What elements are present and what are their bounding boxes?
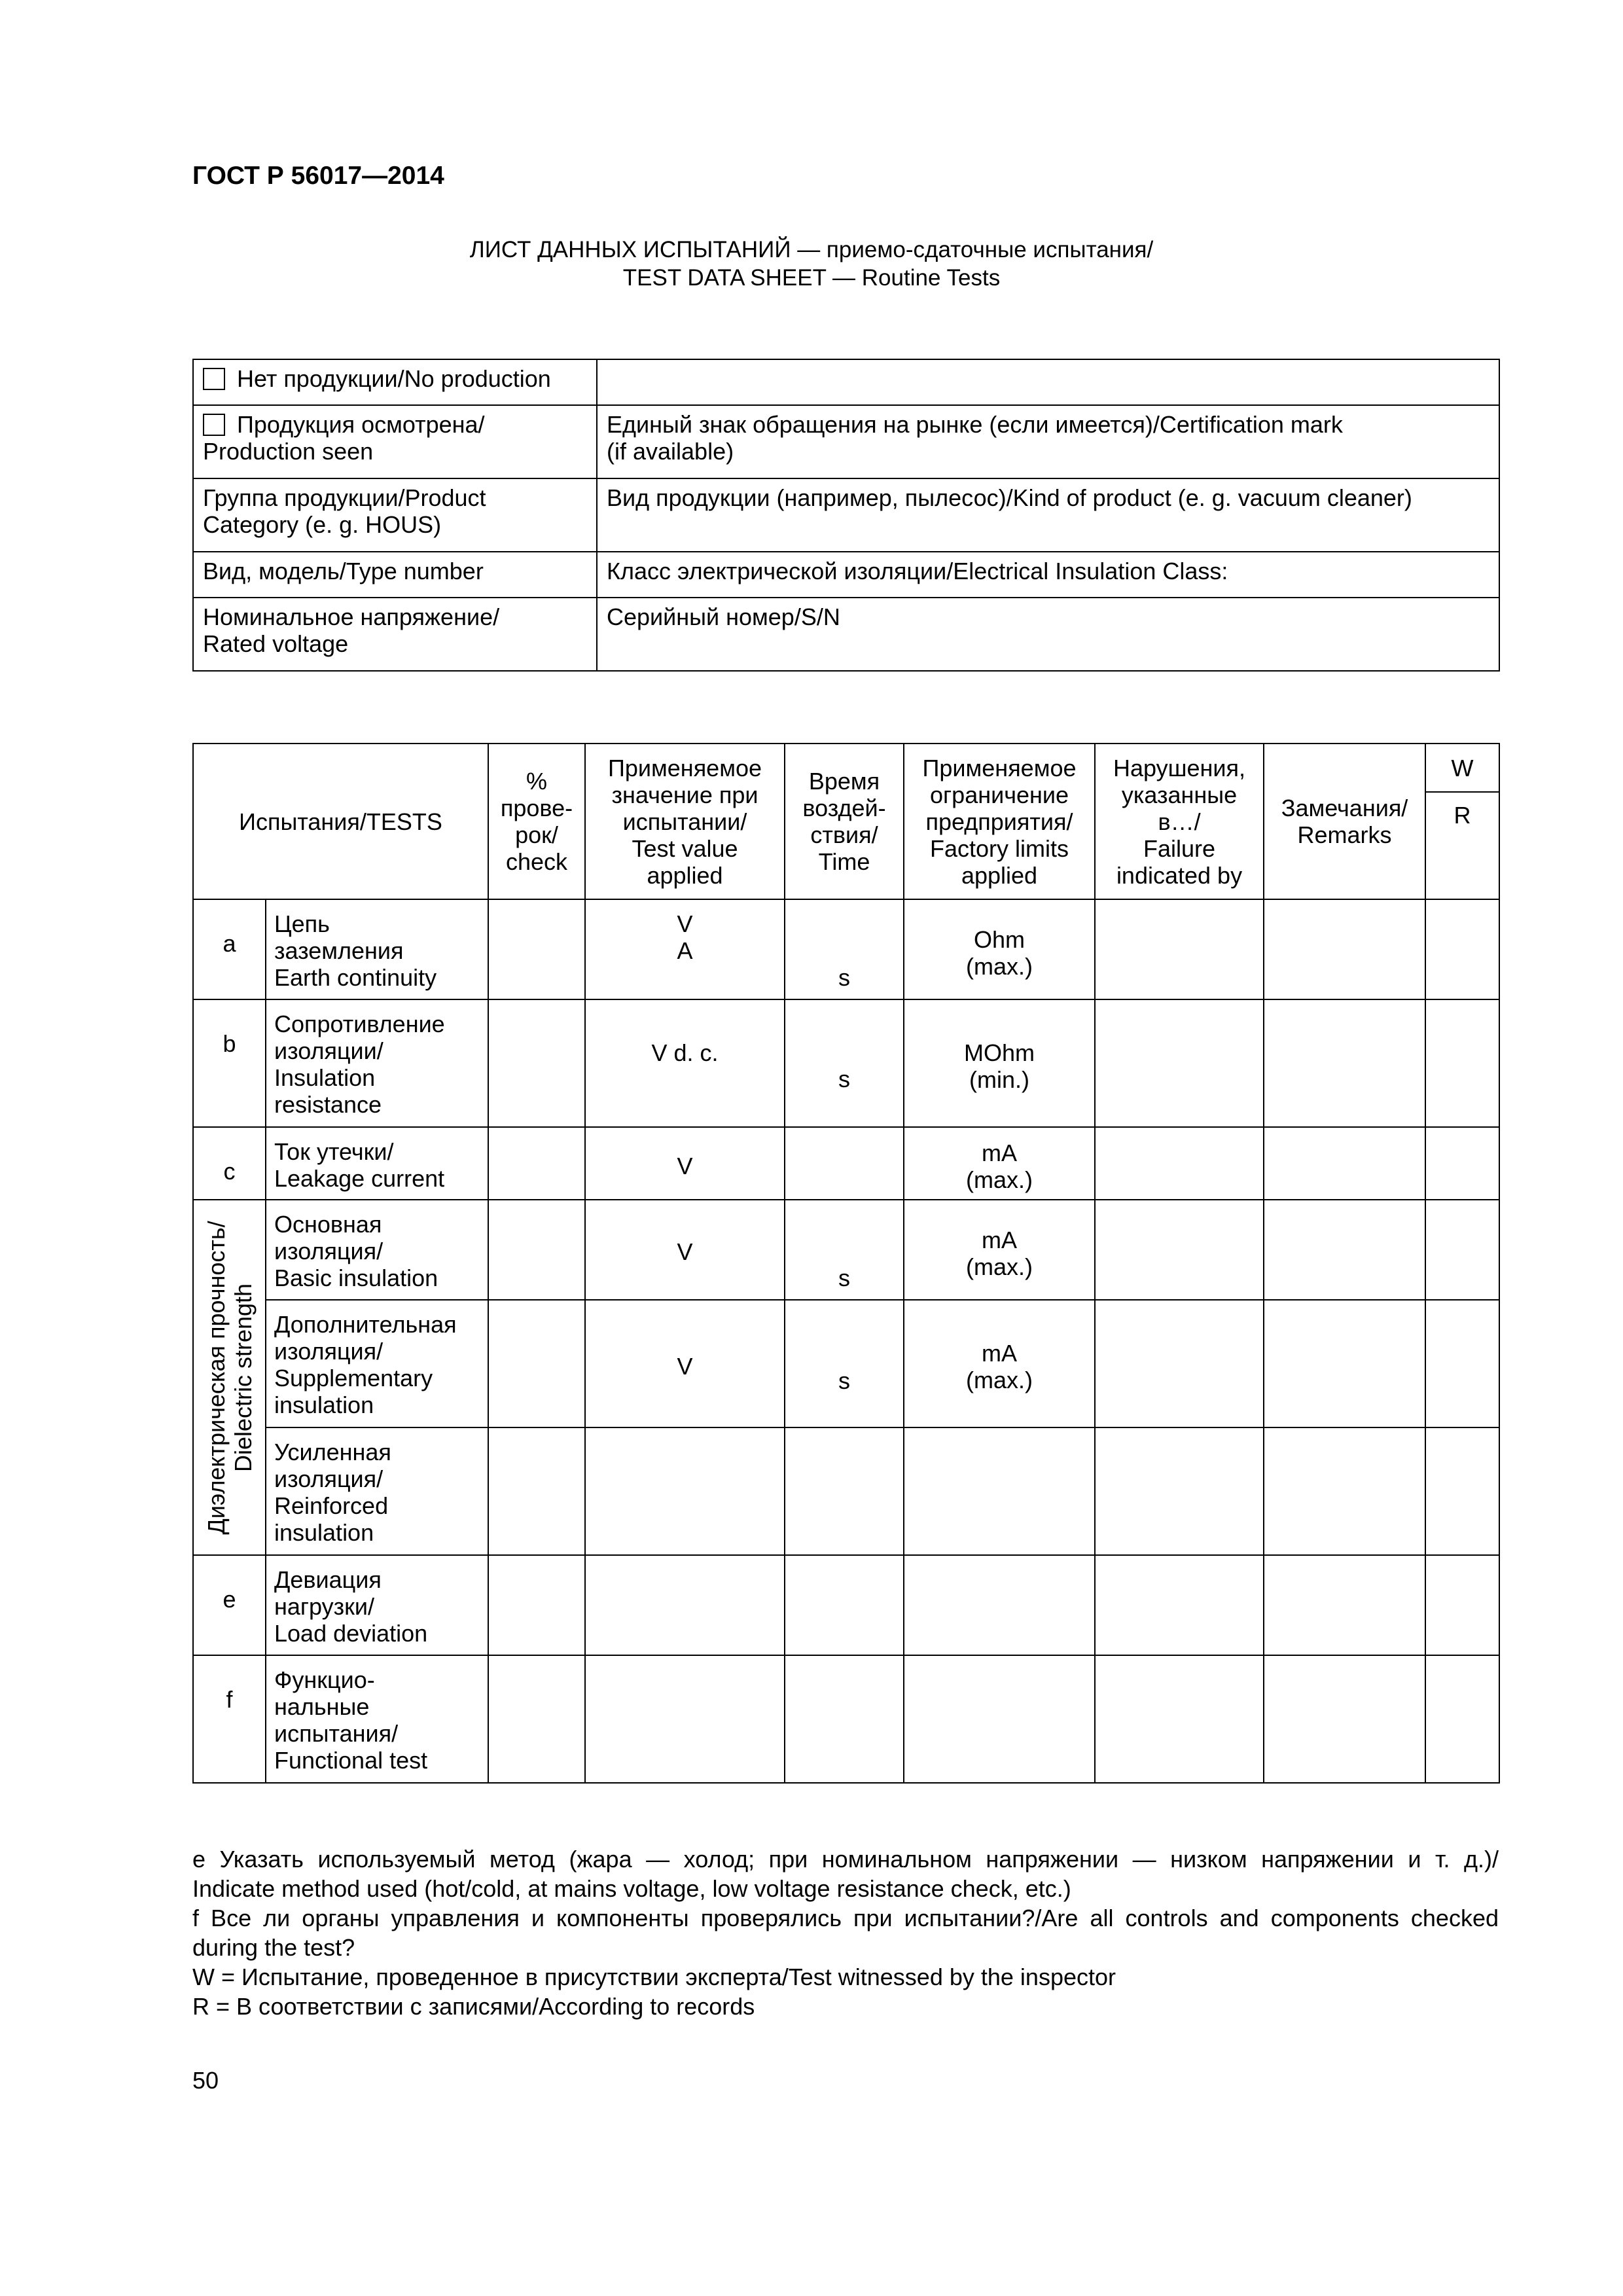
note-r: R = В соответствии с записями/According to records xyxy=(192,1993,755,2020)
sheet-title xyxy=(192,236,1431,292)
info-row-production-seen xyxy=(193,405,1499,478)
table-row xyxy=(193,1127,1499,1200)
failure-cell[interactable] xyxy=(1095,999,1264,1127)
type-number-field[interactable] xyxy=(193,552,597,598)
production-seen-checkbox[interactable] xyxy=(203,414,225,436)
tests-table xyxy=(192,743,1500,1784)
header-failure: Нарушения, указанные в…/ Failure indicated by xyxy=(1095,744,1264,899)
table-row xyxy=(193,1427,1499,1555)
check-cell[interactable] xyxy=(488,1555,585,1655)
no-production-value[interactable] xyxy=(597,359,1499,405)
table-row xyxy=(193,1655,1499,1783)
header-remarks: Замечания/ Remarks xyxy=(1264,744,1425,899)
check-cell[interactable] xyxy=(488,1200,585,1300)
insulation-class-label: Класс электрической изоляции/Electrical Insulation Class: xyxy=(607,558,1228,584)
production-seen-cell xyxy=(193,405,597,478)
remarks-cell[interactable] xyxy=(1264,1427,1425,1555)
limit-cell[interactable] xyxy=(904,1427,1095,1555)
check-cell[interactable] xyxy=(488,899,585,999)
remarks-cell[interactable] xyxy=(1264,1300,1425,1427)
limit-cell[interactable]: mA (max.) xyxy=(904,1300,1095,1427)
time-cell[interactable]: s xyxy=(785,1300,904,1427)
wr-cell[interactable] xyxy=(1425,1127,1499,1200)
page-number: 50 xyxy=(192,2067,219,2094)
check-cell[interactable] xyxy=(488,1427,585,1555)
header-r: R xyxy=(1425,792,1499,899)
test-name: Ток утечки/ Leakage current xyxy=(266,1127,488,1200)
wr-cell[interactable] xyxy=(1425,899,1499,999)
time-cell[interactable]: s xyxy=(785,1200,904,1300)
remarks-cell[interactable] xyxy=(1264,999,1425,1127)
test-name: Дополнительная изоляция/ Supplementary insulation xyxy=(266,1300,488,1427)
certification-mark-note: (if available) xyxy=(607,438,734,465)
note-w: W = Испытание, проведенное в присутствии эксперта/Test witnessed by the inspector xyxy=(192,1964,1116,1990)
certification-mark-field[interactable] xyxy=(597,405,1499,478)
info-row-category xyxy=(193,478,1499,552)
test-value-cell[interactable]: V xyxy=(585,1127,785,1200)
test-value-cell[interactable]: V A xyxy=(585,899,785,999)
remarks-cell[interactable] xyxy=(1264,1655,1425,1783)
no-production-checkbox[interactable] xyxy=(203,368,225,390)
test-name: Сопротивление изоляции/ Insulation resistance xyxy=(266,999,488,1127)
table-row xyxy=(193,899,1499,999)
row-letter: c xyxy=(193,1127,266,1200)
no-production-cell xyxy=(193,359,597,405)
time-cell[interactable] xyxy=(785,1655,904,1783)
header-test-value: Применяемое значение при испытании/ Test value applied xyxy=(585,744,785,899)
limit-cell[interactable] xyxy=(904,1555,1095,1655)
test-name: Основная изоляция/ Basic insulation xyxy=(266,1200,488,1300)
wr-cell[interactable] xyxy=(1425,1427,1499,1555)
header-factory-limits: Применяемое ограничение предприятия/ Factory limits applied xyxy=(904,744,1095,899)
header-w: W xyxy=(1425,744,1499,792)
product-category-field[interactable] xyxy=(193,478,597,552)
kind-of-product-field[interactable] xyxy=(597,478,1499,552)
product-category-label-b: Category (e. g. HOUS) xyxy=(203,511,442,538)
check-cell[interactable] xyxy=(488,1127,585,1200)
remarks-cell[interactable] xyxy=(1264,1200,1425,1300)
time-cell[interactable] xyxy=(785,1555,904,1655)
product-info-table xyxy=(192,359,1500,672)
table-row xyxy=(193,1555,1499,1655)
failure-cell[interactable] xyxy=(1095,1200,1264,1300)
type-number-label: Вид, модель/Type number xyxy=(203,558,484,584)
note-f-line-1: f Все ли органы управления и компоненты проверялись при испытании?/Are all controls and components checked xyxy=(192,1905,1499,1931)
limit-cell[interactable]: Ohm (max.) xyxy=(904,899,1095,999)
limit-cell[interactable] xyxy=(904,1655,1095,1783)
test-name: Усиленная изоляция/ Reinforced insulation xyxy=(266,1427,488,1555)
time-cell[interactable]: s xyxy=(785,999,904,1127)
failure-cell[interactable] xyxy=(1095,1300,1264,1427)
product-category-label-a: Группа продукции/Product xyxy=(203,484,486,511)
table-row xyxy=(193,1200,1499,1300)
rated-voltage-label-ru: Номинальное напряжение/ xyxy=(203,603,500,630)
remarks-cell[interactable] xyxy=(1264,1127,1425,1200)
remarks-cell[interactable] xyxy=(1264,899,1425,999)
test-value-cell[interactable]: V xyxy=(585,1300,785,1427)
wr-cell[interactable] xyxy=(1425,1300,1499,1427)
production-seen-label-ru: Продукция осмотрена/ xyxy=(237,411,485,438)
note-f-line-2: during the test? xyxy=(192,1934,355,1961)
info-row-no-production xyxy=(193,359,1499,405)
no-production-label: Нет продукции/No production xyxy=(237,365,551,392)
table-row xyxy=(193,999,1499,1127)
note-e-line-1: e Указать используемый метод (жара — холод; при номинальном напряжении — низком напряжении и т. д.)/ xyxy=(192,1846,1499,1873)
failure-cell[interactable] xyxy=(1095,1127,1264,1200)
time-cell[interactable] xyxy=(785,1127,904,1200)
row-letter: b xyxy=(193,999,266,1127)
test-value-cell[interactable]: V xyxy=(585,1200,785,1300)
wr-cell[interactable] xyxy=(1425,1200,1499,1300)
failure-cell[interactable] xyxy=(1095,1555,1264,1655)
rated-voltage-label-en: Rated voltage xyxy=(203,630,349,657)
info-row-type xyxy=(193,552,1499,598)
wr-cell[interactable] xyxy=(1425,1555,1499,1655)
test-value-cell[interactable] xyxy=(585,1427,785,1555)
time-cell[interactable] xyxy=(785,1427,904,1555)
footnotes xyxy=(192,1844,1499,2021)
check-cell[interactable] xyxy=(488,1655,585,1783)
serial-number-label: Серийный номер/S/N xyxy=(607,603,840,630)
dielectric-strength-label: Диэлектрическая прочность/ Dielectric strength xyxy=(193,1200,266,1555)
table-row xyxy=(193,1300,1499,1427)
failure-cell[interactable] xyxy=(1095,1427,1264,1555)
row-letter: e xyxy=(193,1555,266,1655)
row-letter: a xyxy=(193,899,266,999)
insulation-class-field[interactable] xyxy=(597,552,1499,598)
test-value-cell[interactable] xyxy=(585,1555,785,1655)
title-line-ru: ЛИСТ ДАННЫХ ИСПЫТАНИЙ — приемо-сдаточные испытания/ xyxy=(469,237,1154,262)
test-name: Цепь заземления Earth continuity xyxy=(266,899,488,999)
limit-cell[interactable]: mA (max.) xyxy=(904,1127,1095,1200)
header-check: % прове- рок/ check xyxy=(488,744,585,899)
document-code: ГОСТ Р 56017—2014 xyxy=(192,162,444,190)
limit-cell[interactable]: MOhm (min.) xyxy=(904,999,1095,1127)
check-cell[interactable] xyxy=(488,1300,585,1427)
remarks-cell[interactable] xyxy=(1264,1555,1425,1655)
check-cell[interactable] xyxy=(488,999,585,1127)
info-row-voltage xyxy=(193,598,1499,671)
serial-number-field[interactable] xyxy=(597,598,1499,671)
header-time: Время воздей- ствия/ Time xyxy=(785,744,904,899)
kind-of-product-label: Вид продукции (например, пылесос)/Kind of product (e. g. vacuum cleaner) xyxy=(607,484,1412,511)
rated-voltage-field[interactable] xyxy=(193,598,597,671)
tests-header-row-1 xyxy=(193,744,1499,792)
test-name: Функцио- нальные испытания/ Functional test xyxy=(266,1655,488,1783)
failure-cell[interactable] xyxy=(1095,1655,1264,1783)
wr-cell[interactable] xyxy=(1425,999,1499,1127)
certification-mark-label: Единый знак обращения на рынке (если имеется)/Certification mark xyxy=(607,411,1343,438)
test-name: Девиация нагрузки/ Load deviation xyxy=(266,1555,488,1655)
failure-cell[interactable] xyxy=(1095,899,1264,999)
test-value-cell[interactable] xyxy=(585,1655,785,1783)
wr-cell[interactable] xyxy=(1425,1655,1499,1783)
row-letter: f xyxy=(193,1655,266,1783)
note-e-line-2: Indicate method used (hot/cold, at mains voltage, low voltage resistance check, etc.) xyxy=(192,1875,1071,1902)
header-tests: Испытания/TESTS xyxy=(193,744,488,899)
time-cell[interactable]: s xyxy=(785,899,904,999)
production-seen-label-en: Production seen xyxy=(203,438,374,465)
limit-cell[interactable]: mA (max.) xyxy=(904,1200,1095,1300)
title-line-en: TEST DATA SHEET — Routine Tests xyxy=(622,265,1001,291)
test-value-cell[interactable]: V d. c. xyxy=(585,999,785,1127)
